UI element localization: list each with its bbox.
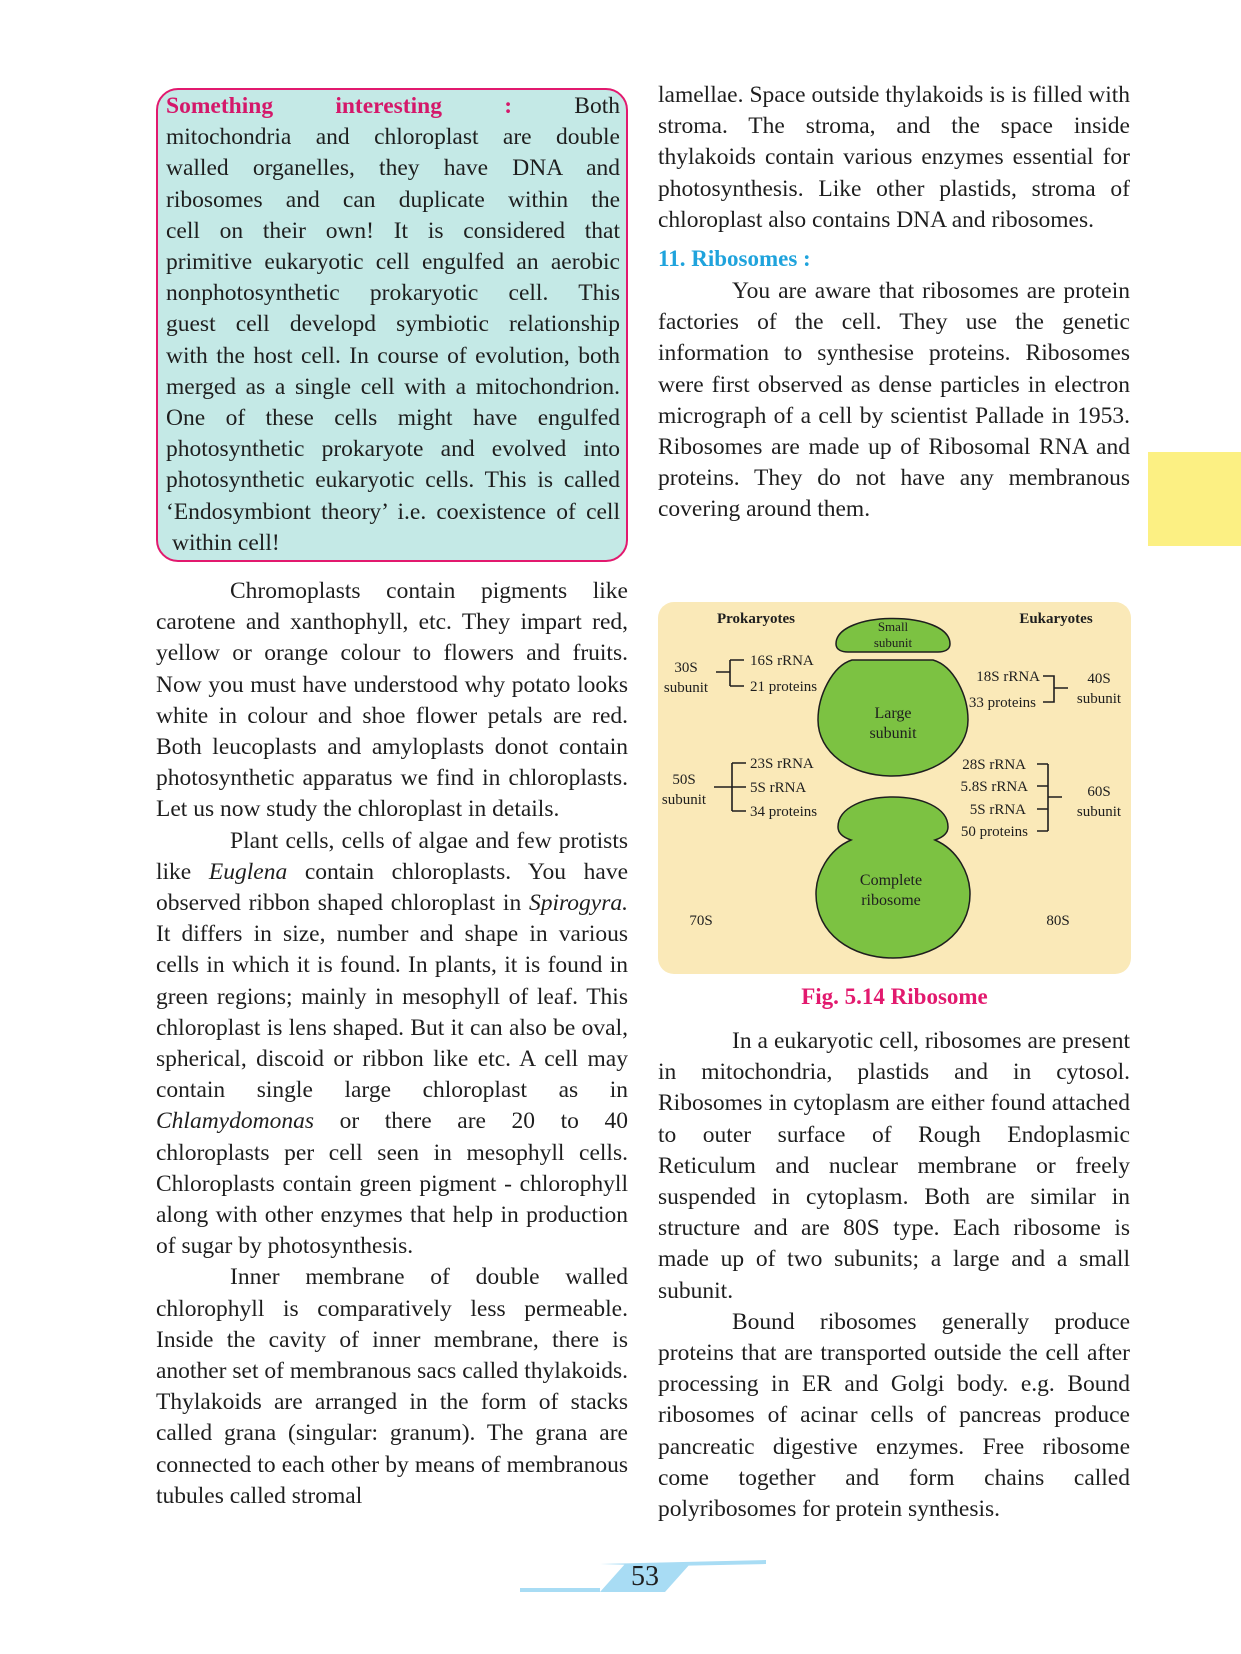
prokaryote-total-label: 70S — [689, 913, 713, 929]
complete-ribosome-label: ribosome — [861, 892, 921, 909]
paragraph-bound-ribosomes: Bound ribosomes generally produce proteins that are transported outside the cell after processing in ER and Golgi body. e.g. Bound ribosomes of acinar cells of pancreas produce pancreatic digestive enzymes. Free ribosome come together and form chains called polyribosomes for protein synthesis. — [658, 1308, 1130, 1523]
e60s-part: 50 proteins — [960, 824, 1028, 840]
small-subunit-label: Small — [877, 619, 909, 634]
text-run: or there are 20 to 40 chloroplasts per cell seen in mesophyll cells. Chloroplasts contain green pigment - chlorophyll along with other enzymes that help in production of sugar by photosynthesis. — [156, 1108, 628, 1260]
italic-term: Spirogyra. — [528, 890, 628, 917]
info-box-heading-colon: : — [504, 93, 513, 119]
e60s-part: 5S rRNA — [969, 802, 1026, 818]
e60s-part: 28S rRNA — [962, 757, 1026, 773]
p30s-label: subunit — [663, 680, 709, 696]
info-box-line: photosynthetic eukaryotic cells. This is called — [166, 467, 620, 494]
paragraph-chromoplasts: Chromoplasts contain pigments like carotene and xanthophyll, etc. They impart red, yellow or orange colour to flowers and fruits. Now you must have understood why potato looks white in colour and shoe flower petals are red. Both leucoplasts and amyloplasts donot contain photosynthetic apparatus we find in chloroplasts. Let us now study the chloroplast in details. — [156, 578, 628, 823]
info-box-heading-word: interesting — [335, 93, 442, 119]
info-box-line: mitochondria and chloroplast are double — [166, 124, 620, 151]
p50s-label: 50S — [672, 772, 696, 788]
chapter-tab — [1148, 452, 1241, 546]
text-run: It differs in size, number and shape in various cells in which it is found. In plants, it is found in green regions; mainly in mesophyll of leaf. This chloroplast is lens shaped. But it can also be oval, spherical, discoid or ribbon like etc. A cell may contain single large chloroplast as in — [156, 921, 628, 1104]
info-box-heading-word: Something — [166, 93, 274, 119]
ribosome-diagram — [658, 602, 1131, 974]
info-box — [156, 88, 628, 562]
p50s-part: 23S rRNA — [750, 756, 814, 772]
info-box-line: walled organelles, they have DNA and — [166, 155, 620, 182]
page-number: 53 — [631, 1561, 659, 1592]
text-run: Plant cells, cells of algae and few protists like — [156, 827, 628, 885]
prokaryotes-label: Prokaryotes — [716, 611, 796, 627]
e40s-label: 40S — [1087, 671, 1111, 687]
p50s-part: 5S rRNA — [750, 780, 807, 796]
info-box-line: with the host cell. In course of evolution, both — [166, 342, 620, 369]
paragraph-inner-membrane: Inner membrane of double walled chlorophyll is comparatively less permeable. Inside the cavity of inner membrane, there is another set of membranous sacs called thylakoids. Thylakoids are arranged in the form of stacks called grana (singular: granum). The grana are connected to each other by means of membranous tubules called stromal — [156, 1264, 628, 1509]
e60s-label: subunit — [1076, 804, 1122, 820]
e40s-label: subunit — [1076, 691, 1122, 707]
figure-caption: Fig. 5.14 Ribosome — [801, 984, 988, 1009]
text-run: contain chloroplasts. You have observed ribbon shaped chloroplast in — [156, 858, 628, 917]
info-box-line: ‘Endosymbiont theory’ i.e. coexistence of cell — [166, 498, 620, 525]
info-box-line: primitive eukaryotic cell engulfed an aerobic — [166, 249, 620, 276]
info-box-line: merged as a single cell with a mitochondrion. — [166, 373, 620, 400]
info-box-line: guest cell developd symbiotic relationship — [166, 311, 620, 338]
large-subunit-label: Large — [874, 705, 912, 722]
paragraph-eukaryotic-ribosomes: In a eukaryotic cell, ribosomes are present in mitochondria, plastids and in cytosol. Ribosomes in cytoplasm are either found attached to outer surface of Rough Endoplasmic Reticulum and nuclear membrane or freely suspended in cytoplasm. Both are similar in structure and are 80S type. Each ribosome is made up of two subunits; a large and a small subunit. — [658, 1028, 1130, 1304]
info-box-first-word: Both — [574, 93, 620, 119]
p50s-label: subunit — [661, 792, 707, 808]
complete-ribosome-label: Complete — [859, 872, 923, 889]
info-box-line: nonphotosynthetic prokaryotic cell. This — [166, 280, 620, 307]
paragraph-ribosomes-intro: You are aware that ribosomes are protein factories of the cell. They use the genetic information to synthesise proteins. Ribosomes were first observed as dense particles in electron micrograph of a cell by scientist Pallade in 1953. Ribosomes are made up of Ribosomal RNA and proteins. They do not have any membranous covering around them. — [658, 278, 1130, 523]
info-box-heading-line — [166, 91, 620, 122]
info-box-body — [166, 122, 620, 559]
e60s-part: 5.8S rRNA — [960, 779, 1028, 795]
paragraph-lamellae: lamellae. Space outside thylakoids is is filled with stroma. The stroma, and the space inside thylakoids contain various enzymes essential for photosynthesis. Like other plastids, stroma of chloroplast also contains DNA and ribosomes. — [658, 82, 1130, 233]
italic-term: Chlamydomonas — [156, 1108, 314, 1135]
ribosome-figure — [658, 602, 1131, 974]
p30s-label: 30S — [674, 660, 698, 676]
info-box-line: photosynthetic prokaryote and evolved into — [166, 436, 620, 463]
eukaryote-total-label: 80S — [1046, 913, 1070, 929]
p30s-part: 21 proteins — [750, 679, 818, 695]
info-box-line: within cell! — [172, 529, 280, 556]
right-column-lower — [658, 1026, 1130, 1525]
e60s-label: 60S — [1087, 784, 1111, 800]
left-column — [156, 576, 628, 1512]
small-subunit-label: subunit — [873, 635, 913, 650]
large-subunit-label: subunit — [869, 725, 917, 742]
e40s-part: 33 proteins — [968, 695, 1036, 711]
e40s-part: 18S rRNA — [976, 669, 1040, 685]
right-column — [658, 80, 1130, 526]
section-title-ribosomes: 11. Ribosomes : — [658, 246, 811, 272]
info-box-line: ribosomes and can duplicate within the — [166, 186, 620, 213]
info-box-line: One of these cells might have engulfed — [166, 405, 620, 432]
paragraph-chloroplasts — [156, 826, 628, 1263]
eukaryotes-label: Eukaryotes — [1019, 611, 1093, 627]
italic-term: Euglena — [208, 858, 288, 885]
info-box-line: cell on their own! It is considered that — [166, 217, 620, 244]
p30s-part: 16S rRNA — [750, 653, 814, 669]
p50s-part: 34 proteins — [750, 804, 818, 820]
